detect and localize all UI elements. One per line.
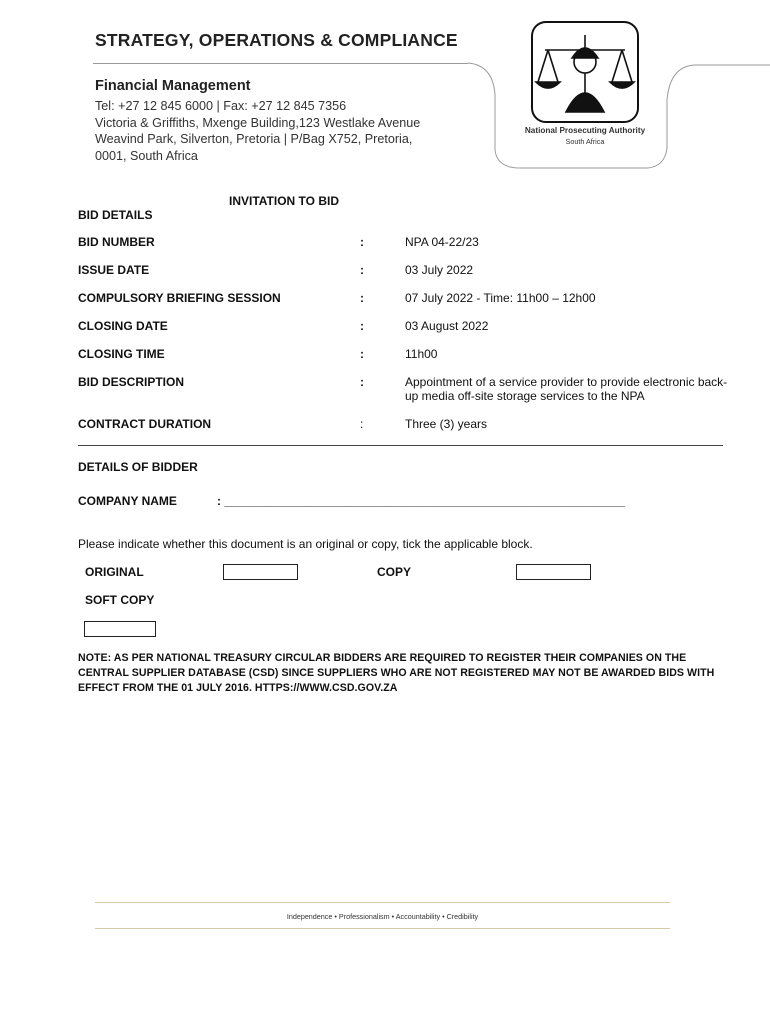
row-label: BID NUMBER bbox=[78, 235, 155, 249]
company-name-label: COMPANY NAME bbox=[78, 494, 177, 508]
footer-rule-bottom bbox=[95, 928, 670, 929]
company-name-field[interactable]: : ____________________________________________________________ bbox=[217, 494, 625, 508]
issue-date-value: 03 July 2022 bbox=[405, 263, 474, 277]
section-divider bbox=[78, 445, 723, 446]
footer-rule-top bbox=[95, 902, 670, 903]
row-label: CLOSING DATE bbox=[78, 319, 168, 333]
footer-motto: Independence • Professionalism • Accountability • Credibility bbox=[286, 912, 479, 921]
unit-title: Financial Management bbox=[95, 78, 251, 94]
row-colon: : bbox=[360, 291, 364, 305]
copy-instruction: Please indicate whether this document is an original or copy, tick the applicable block. bbox=[78, 537, 533, 551]
row-colon: : bbox=[360, 375, 364, 389]
soft-copy-label: SOFT COPY bbox=[85, 593, 155, 607]
department-title: STRATEGY, OPERATIONS & COMPLIANCE bbox=[95, 30, 458, 50]
scales-of-justice-icon bbox=[536, 35, 634, 112]
original-checkbox[interactable] bbox=[223, 564, 298, 580]
original-label: ORIGINAL bbox=[85, 565, 144, 579]
csd-registration-note: NOTE: AS PER NATIONAL TREASURY CIRCULAR BIDDERS ARE REQUIRED TO REGISTER THEIR COMPANIES ON THE CENTRAL SUPPLIER DATABASE (CSD) SINCE SUPPLIERS WHO ARE NOT REGISTERED MAY NOT BE AWARDED BIDS WITH EFFECT FROM THE 01 JULY 2016. HTTPS://WWW.CSD.GOV.ZA bbox=[78, 652, 715, 694]
row-label: CLOSING TIME bbox=[78, 347, 165, 361]
address-line: 0001, South Africa bbox=[95, 149, 198, 163]
row-label: COMPULSORY BRIEFING SESSION bbox=[78, 291, 281, 305]
invitation-title: INVITATION TO BID bbox=[229, 194, 339, 208]
row-label: CONTRACT DURATION bbox=[78, 417, 212, 431]
closing-time-value: 11h00 bbox=[405, 347, 438, 361]
row-colon: : bbox=[360, 347, 364, 361]
bid-details-heading: BID DETAILS bbox=[78, 208, 153, 222]
bidder-details-heading: DETAILS OF BIDDER bbox=[78, 460, 198, 474]
row-label: ISSUE DATE bbox=[78, 263, 150, 277]
copy-checkbox[interactable] bbox=[516, 564, 591, 580]
logo-org-name: National Prosecuting Authority bbox=[524, 126, 646, 135]
logo-country: South Africa bbox=[565, 137, 605, 146]
copy-label: COPY bbox=[377, 565, 412, 579]
row-label: BID DESCRIPTION bbox=[78, 375, 185, 389]
row-colon: : bbox=[360, 417, 364, 431]
address-line: Victoria & Griffiths, Mxenge Building,123 Westlake Avenue bbox=[95, 116, 421, 130]
row-colon: : bbox=[360, 319, 364, 333]
header-divider bbox=[93, 63, 468, 64]
bid-number-value: NPA 04-22/23 bbox=[405, 235, 479, 249]
address-line: Weavind Park, Silverton, Pretoria | P/Bag X752, Pretoria, bbox=[95, 132, 413, 146]
row-colon: : bbox=[360, 235, 364, 249]
briefing-session-value: 07 July 2022 - Time: 11h00 – 12h00 bbox=[405, 291, 596, 305]
contract-duration-value: Three (3) years bbox=[405, 417, 488, 431]
row-colon: : bbox=[360, 263, 364, 277]
closing-date-value: 03 August 2022 bbox=[405, 319, 489, 333]
bid-description-value: Appointment of a service provider to provide electronic back-up media off-site storage services to the NPA bbox=[405, 375, 728, 403]
contact-line: Tel: +27 12 845 6000 | Fax: +27 12 845 7356 bbox=[95, 99, 347, 113]
header-outline bbox=[468, 63, 770, 168]
soft-copy-checkbox[interactable] bbox=[84, 621, 156, 637]
